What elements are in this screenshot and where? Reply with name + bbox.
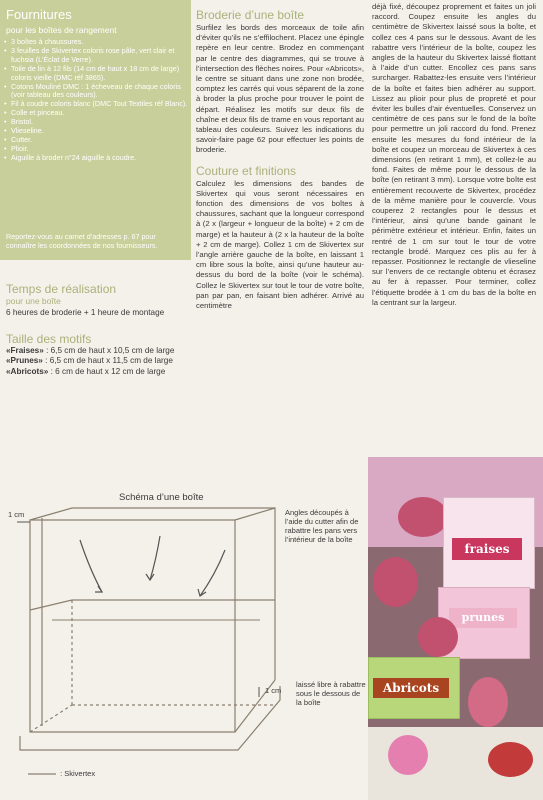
list-item: • Colle et pinceau.	[4, 109, 188, 118]
hidden-corner	[30, 705, 72, 732]
motif-size: : 6,5 cm de haut x 11,5 cm de large	[42, 356, 173, 366]
list-item: • Cutter.	[4, 136, 188, 145]
fournitures-note: Reportez-vous au carnet d’adresses p. 67 pour connaître les coordonnées de nos fournisseurs.	[6, 232, 158, 250]
bottom-flap	[20, 686, 280, 750]
taille-title: Taille des motifs	[6, 332, 92, 347]
label-angles: Angles découpés à l’aide du cutter afin de rabattre les pans vers l’intérieur de la boîte	[285, 508, 359, 544]
list-item: • 3 boîtes à chaussures.	[4, 38, 188, 47]
motif-name: «Fraises»	[6, 346, 44, 356]
top-back-edge	[30, 508, 275, 680]
top-right-edge	[235, 508, 275, 520]
dimension-markers	[17, 522, 259, 697]
legend-line	[28, 771, 58, 777]
couture-title: Couture et finitions	[196, 163, 297, 178]
list-item: • Bristol.	[4, 118, 188, 127]
label-1cm-top: 1 cm	[8, 510, 25, 519]
list-item: • Aiguille à broder n°24 aiguille à coudre.	[4, 154, 188, 163]
box-diagram	[0, 500, 368, 800]
fournitures-list	[4, 38, 188, 163]
list-item: • Cotons Mouliné DMC : 1 écheveau de chaque coloris (voir tableau des couleurs).	[4, 83, 188, 101]
broderie-title: Broderie d’une boîte	[196, 8, 305, 22]
taille-line	[6, 367, 186, 377]
legend-label: : Skivertex	[60, 769, 96, 778]
left-column	[6, 282, 186, 377]
schema-title: Schéma d’une boîte	[119, 492, 204, 503]
outer-front-panel	[30, 520, 235, 732]
jar-lid	[468, 677, 508, 727]
fraises-label: fraises	[452, 538, 522, 560]
motif-size: : 6,5 cm de haut x 10,5 cm de large	[43, 346, 175, 356]
strawberries	[488, 742, 533, 777]
motif-name: «Prunes»	[6, 356, 43, 366]
col3-text: déjà fixé, découpez proprement et faites un joli raccord. Coupez ensuite les angles du centimètre de Skivertex laissé sous la boîte, et collez ces 4 pans sur le dessous. Avant de les rabattre vers l’intérieur de la boîte, coupez les angles de la hauteur du Skivertex laissé flottant à l’aide d’un cutter. Encollez ces pans sans surcharger. Rabattez-les ensuite vers l’intérieur de la boîte et faites bien adhérer au support. Lissez au plioir pour plus de propreté et pour éviter les bulles d’air éventuelles. Conservez un centimètre de ces pans sur le fond de la boîte pour permettre un joli raccord du fond. Prenez ensuite les mesures du fond intérieur de la boîte et coupez un morceau de Skivertex à ces dimensions (en retirant 1 mm), et collez-le au fond. Faites de même pour le dessous de la boîte (en retirant 3 mm). Lorsque votre boîte est entièrement recouverte de Skivertex, procédez de la même manière pour le couvercle. Vous couperez 2 rectangles pour le dessus et l’intérieur, ainsi qu’une bande gainant le périmètre extérieur et intérieur. Enfin, faites un rentré de 1 cm sur tout le tour de votre rectangle brodé. Marquez ces plis au fer à repasser. Positionnez le rectangle de vlieseline sur l’envers de ce rectangle obtenu et écrasez au fer à repasser. Pour terminer, collez l’étiquette brodée à 1 cm du bas de la boîte en la centrant sur la largeur.	[372, 2, 536, 307]
fournitures-subtitle: pour les boîtes de rangement	[6, 25, 117, 35]
label-1cm-side: 1 cm	[265, 686, 282, 695]
broderie-text: Surfilez les bords des morceaux de toile afin d’éviter qu’ils ne s’effilochent. Placez une épingle repère en leur centre. Brodez en commençant par le centre des diagrammes, qui se trouve à l’intersection des flèches noires. Pour «Abricots», le centre se situant dans une zone non brodée, comptez les carrés qui vous séparent de la zone à broder la plus proche pour trouver le point de départ. Réalisez les motifs sur deux fils de chaîne et deux fils de trame en vous reportant au tableau des couleurs. Suivez les indications du savoir-faire page 62 pour effectuer les points de broderie.	[196, 23, 364, 155]
middle-column	[196, 8, 364, 311]
fraises-box	[443, 497, 535, 589]
fournitures-panel	[0, 0, 191, 260]
fournitures-title: Fournitures	[6, 7, 72, 22]
list-item: • Plioir.	[4, 145, 188, 154]
pink-bottle	[388, 735, 428, 775]
motif-name: «Abricots»	[6, 366, 49, 376]
legend	[28, 769, 95, 778]
temps-title: Temps de réalisation	[6, 282, 117, 296]
box-rim-line	[30, 600, 275, 610]
temps-text: 6 heures de broderie + 1 heure de montage	[6, 308, 165, 317]
prunes-label: prunes	[449, 608, 517, 628]
taille-line	[6, 356, 186, 366]
product-photo	[368, 457, 543, 800]
list-item: • 3 feuilles de Skivertex coloris rose pâle, vert clair et fuchsia (L’Éclat de Verre).	[4, 47, 188, 65]
right-column	[372, 2, 536, 308]
list-item: • Vlieseline.	[4, 127, 188, 136]
abricots-box	[368, 657, 460, 719]
label-bottom: laissé libre à rabattre sous le dessous de la boîte	[296, 680, 366, 707]
abricots-label: Abricots	[373, 678, 449, 698]
fold-arrows	[80, 536, 225, 596]
jar-lid	[373, 557, 418, 607]
motif-size: : 6 cm de haut x 12 cm de large	[48, 366, 166, 376]
taille-line	[6, 346, 186, 356]
list-item: • Fil à coudre coloris blanc (DMC Tout Textiles réf Blanc).	[4, 100, 188, 109]
jar-lid	[398, 497, 448, 537]
temps-subtitle: pour une boîte	[6, 296, 61, 306]
couture-text: Calculez les dimensions des bandes de Skivertex qui vous seront nécessaires en fonction des dimensions de vos boîtes à chaussures, sachant que la longueur correspond à (2 x (largeur + longueur de la boîte) + 2 cm de marge) et la hauteur à (2 x la hauteur de la boîte + 2 cm de marge). Collez 1 cm de Skivertex sur l’angle arrière gauche de la boîte, en laissant 1 cm libre sous la boîte, ainsi qu’une hauteur au-dessus du bord de la boîte (voir le schéma). Collez le Skivertex sur tout le tour de votre boîte, pan par pan, en faisant bien adhérer. Arrivé au centimètre	[196, 178, 364, 311]
list-item: • Toile de lin à 12 fils (14 cm de haut x 18 cm de large) coloris vieille (DMC réf 3865).	[4, 65, 188, 83]
jar-lid	[418, 617, 458, 657]
